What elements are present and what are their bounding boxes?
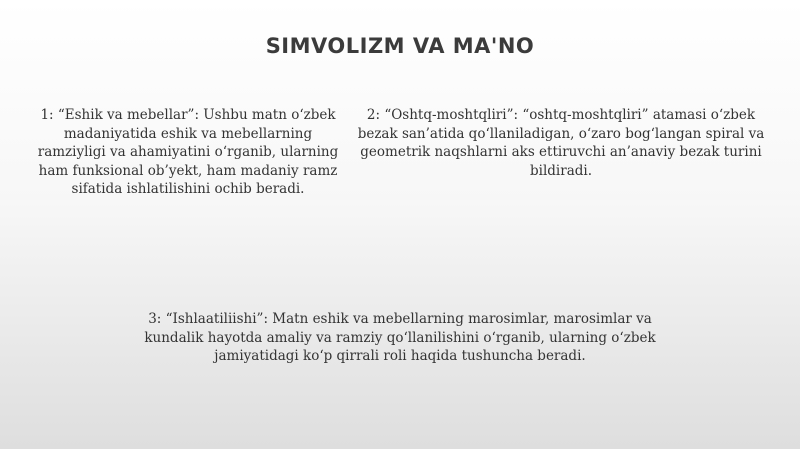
slide-title: SIMVOLIZM VA MA'NO [265, 34, 535, 58]
paragraph-ornament-term: 2: “Oshtq-moshtqliri”: “oshtq-moshtqliri” atamasi o‘zbek bezak san’atida qo‘llaniladigan, o‘zaro bog‘langan spiral va geometrik naqshlarni aks ettiruvchi an’anaviy bezak turini bildiradi. [357, 107, 765, 179]
paragraph-doors-and-furniture: 1: “Eshik va mebellar”: Ushbu matn o‘zbek madaniyatida eshik va mebellarning ramziyligi va ahamiyatini o‘rganib, ularning ham funksional ob’yekt, ham madaniy ramz sifatida ishlatilishini ochib beradi. [37, 107, 339, 197]
paragraph-usage: 3: “Ishlaatiliishi”: Matn eshik va mebellarning marosimlar, marosimlar va kundalik hayotda amaliy va ramziy qo‘llanilishini o‘rganib, ularning o‘zbek jamiyatidagi ko‘p qirrali roli haqida tushuncha beradi. [144, 311, 656, 364]
